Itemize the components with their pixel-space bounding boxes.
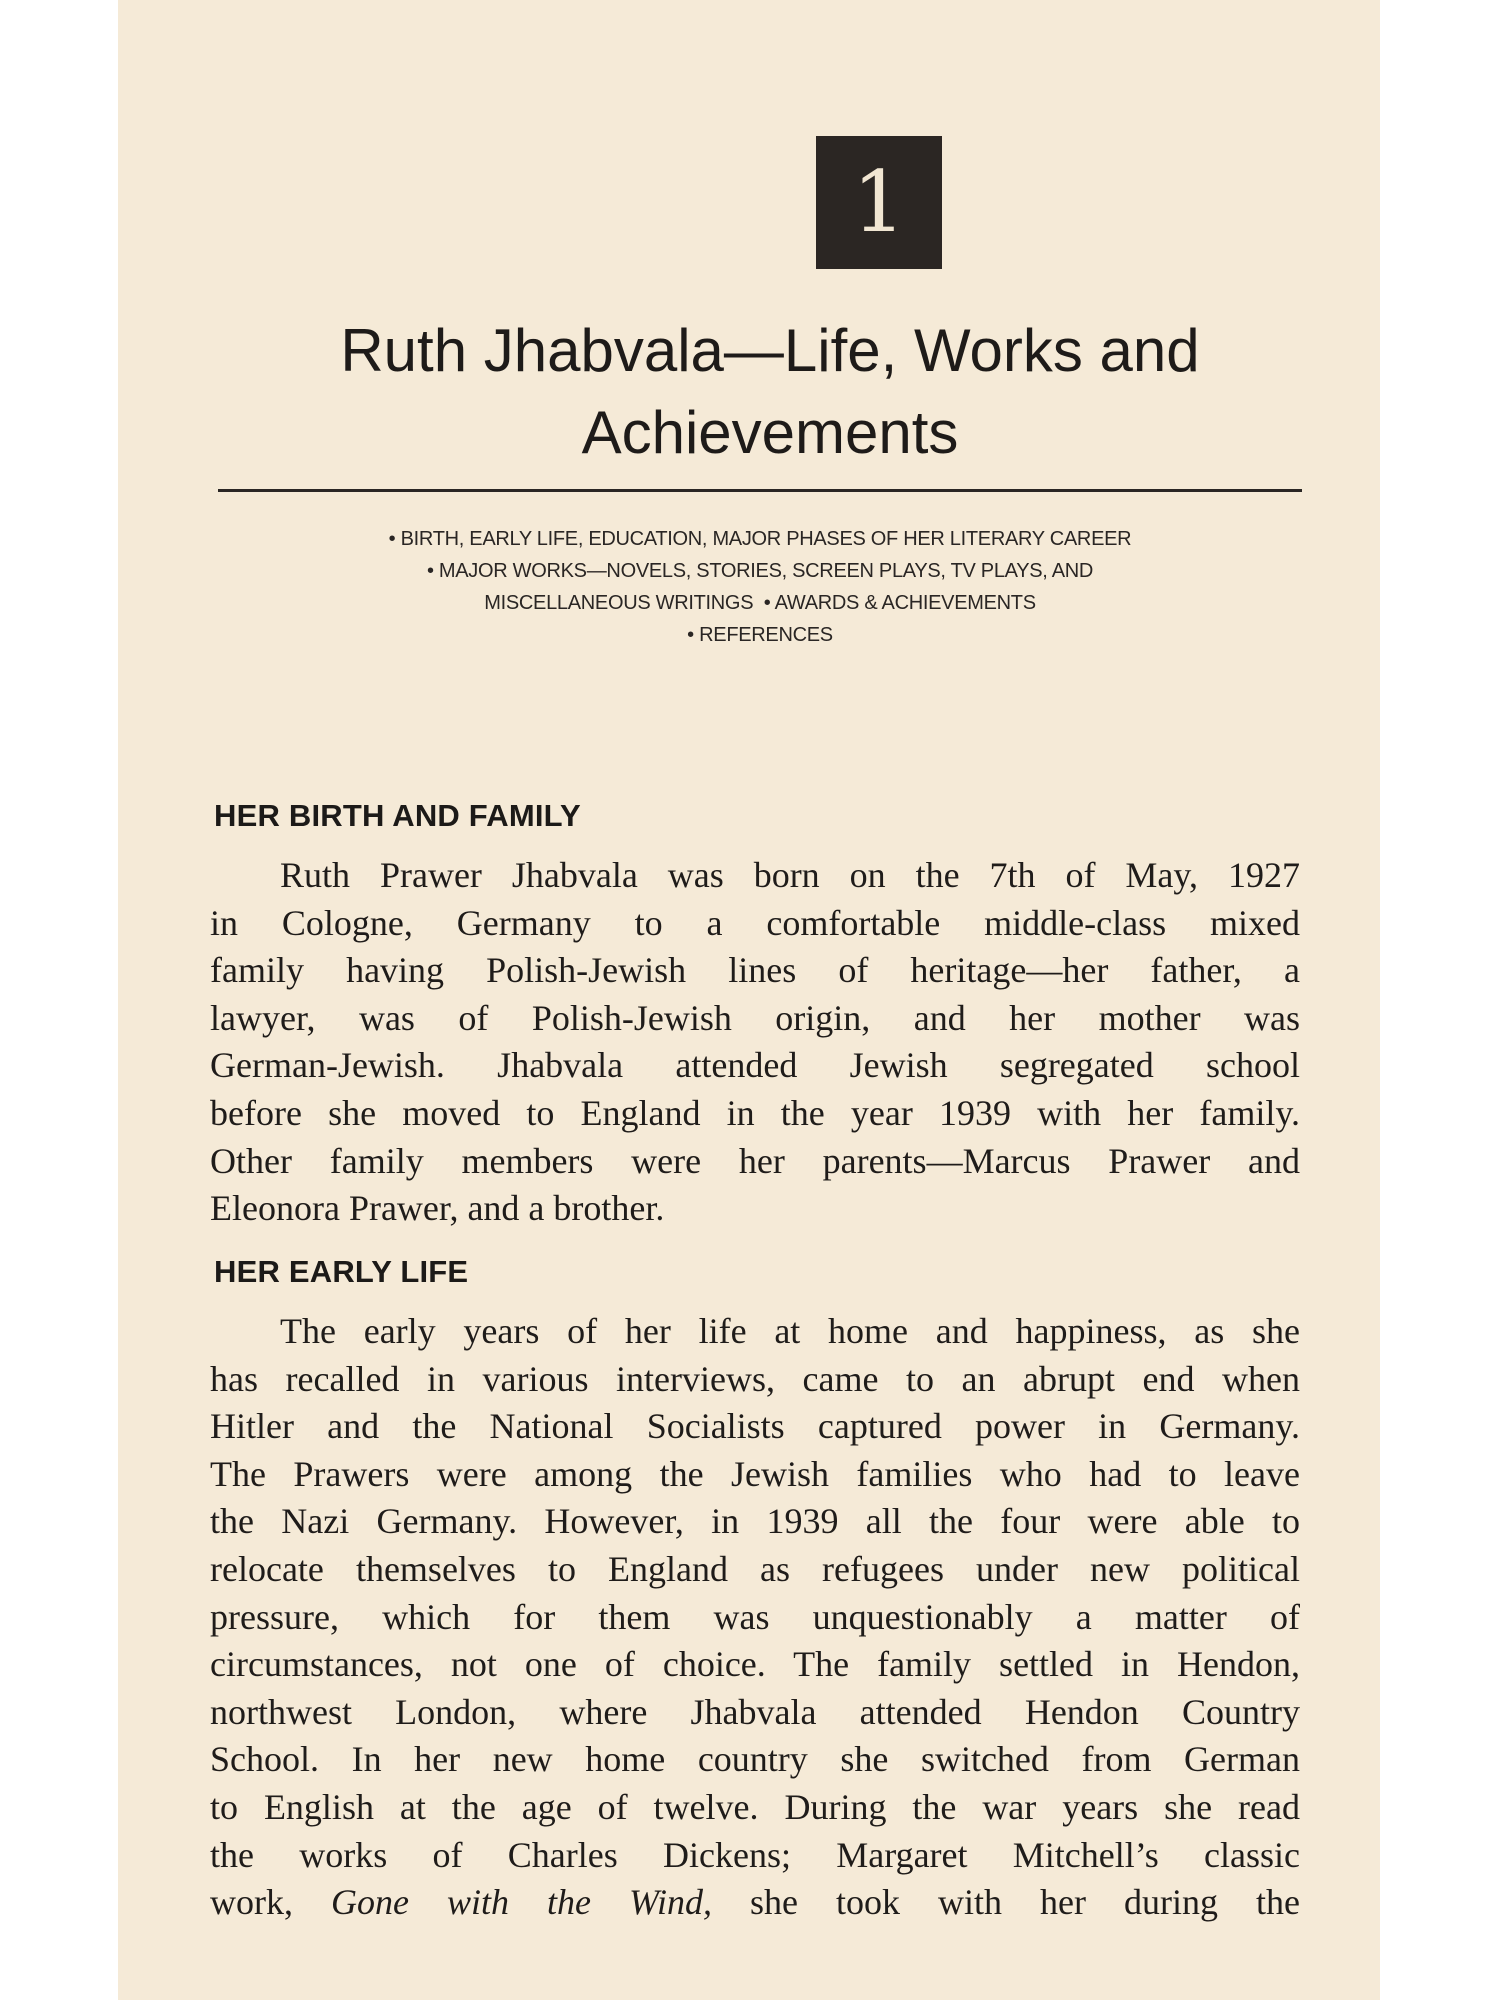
topic-line-3: MISCELLANEOUS WRITINGS • AWARDS & ACHIEVEMENTS <box>484 592 1036 614</box>
body-line-last <box>210 1879 1300 1927</box>
body-line: family having Polish-Jewish lines of heritage—her father, a <box>210 950 1300 991</box>
title-rule <box>218 489 1302 492</box>
body-line: circumstances, not one of choice. The family settled in Hendon, <box>210 1644 1300 1685</box>
body-line: before she moved to England in the year 1939 with her family. <box>210 1092 1300 1133</box>
section-heading-early-life: HER EARLY LIFE <box>214 1254 469 1289</box>
book-page <box>118 0 1380 2000</box>
body-line: the Nazi Germany. However, in 1939 all the four were able to <box>210 1501 1300 1542</box>
body-line: relocate themselves to England as refugees under new political <box>210 1548 1300 1589</box>
body-line: Eleonora Prawer, and a brother. <box>210 1188 665 1229</box>
body-line: Other family members were her parents—Marcus Prawer and <box>210 1140 1300 1181</box>
body-line: lawyer, was of Polish-Jewish origin, and her mother was <box>210 997 1300 1038</box>
body-line: to English at the age of twelve. During the war years she read <box>210 1786 1300 1827</box>
chapter-number: 1 <box>852 153 906 251</box>
body-line: Ruth Prawer Jhabvala was born on the 7th of May, 1927 <box>280 855 1300 895</box>
body-line: The Prawers were among the Jewish families who had to leave <box>210 1453 1300 1494</box>
chapter-number-box <box>816 136 942 269</box>
chapter-title-line-1: Ruth Jhabvala—Life, Works and <box>340 317 1200 384</box>
body-text: work, <box>210 1882 293 1923</box>
topic-line-2: • MAJOR WORKS—NOVELS, STORIES, SCREEN PLAYS, TV PLAYS, AND <box>426 560 1094 582</box>
body-line: Hitler and the National Socialists captured power in Germany. <box>210 1406 1300 1447</box>
body-line: The early years of her life at home and happiness, as she <box>280 1311 1300 1351</box>
book-title-italic: Gone with the Wind, <box>331 1882 713 1923</box>
body-line: the works of Charles Dickens; Margaret Mitchell’s classic <box>210 1834 1300 1875</box>
chapter-topics <box>230 523 1290 651</box>
body-line: in Cologne, Germany to a comfortable middle-class mixed <box>210 902 1300 943</box>
topic-line-1: • BIRTH, EARLY LIFE, EDUCATION, MAJOR PHASES OF HER LITERARY CAREER <box>388 528 1132 550</box>
body-line: pressure, which for them was unquestionably a matter of <box>210 1596 1300 1637</box>
body-line: School. In her new home country she switched from German <box>210 1739 1300 1780</box>
section-heading-birth: HER BIRTH AND FAMILY <box>214 798 581 833</box>
section-birth-body <box>210 852 1300 1233</box>
body-line: German-Jewish. Jhabvala attended Jewish segregated school <box>210 1045 1300 1086</box>
topic-line-4: • REFERENCES <box>687 624 833 646</box>
section-early-life-body <box>210 1308 1300 1927</box>
chapter-title <box>180 310 1360 474</box>
body-text: she took with her during the <box>750 1882 1300 1923</box>
body-line: northwest London, where Jhabvala attended Hendon Country <box>210 1691 1300 1732</box>
body-line: has recalled in various interviews, came to an abrupt end when <box>210 1358 1300 1399</box>
chapter-title-line-2: Achievements <box>581 399 959 466</box>
